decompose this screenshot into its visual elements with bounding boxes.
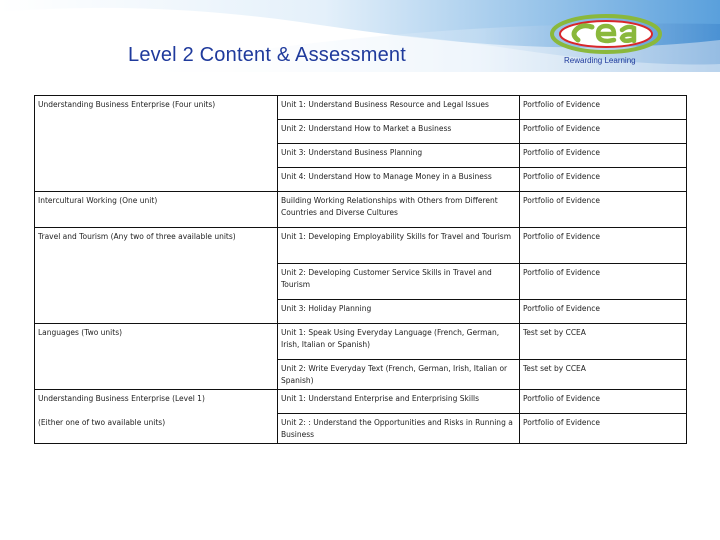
table-row (35, 96, 687, 120)
unit-cell: Unit 1: Developing Employability Skills for Travel and Tourism (278, 228, 520, 264)
table-body (35, 96, 687, 444)
assessment-cell: Portfolio of Evidence (520, 144, 687, 168)
assessment-cell: Portfolio of Evidence (520, 96, 687, 120)
table-row (35, 390, 687, 414)
category-cell: Intercultural Working (One unit) (35, 192, 278, 228)
table-row (35, 264, 687, 300)
assessment-cell: Portfolio of Evidence (520, 120, 687, 144)
unit-cell: Unit 1: Understand Business Resource and Legal Issues (278, 96, 520, 120)
assessment-cell: Portfolio of Evidence (520, 414, 687, 444)
content-assessment-table (34, 95, 687, 444)
category-cell (35, 360, 278, 390)
unit-cell: Unit 4: Understand How to Manage Money in a Business (278, 168, 520, 192)
unit-cell: Unit 2: Write Everyday Text (French, German, Irish, Italian or Spanish) (278, 360, 520, 390)
logo-tagline: Rewarding Learning (564, 56, 636, 65)
category-cell (35, 144, 278, 168)
category-cell: Travel and Tourism (Any two of three available units) (35, 228, 278, 264)
category-cell (35, 264, 278, 300)
assessment-cell: Test set by CCEA (520, 324, 687, 360)
table-row (35, 360, 687, 390)
table-row (35, 300, 687, 324)
unit-cell: Unit 3: Understand Business Planning (278, 144, 520, 168)
assessment-cell: Portfolio of Evidence (520, 168, 687, 192)
table-row (35, 228, 687, 264)
category-cell: Understanding Business Enterprise (Level 1) (35, 390, 278, 414)
category-cell (35, 120, 278, 144)
table-row (35, 120, 687, 144)
unit-cell: Unit 1: Speak Using Everyday Language (French, German, Irish, Italian or Spanish) (278, 324, 520, 360)
category-cell (35, 300, 278, 324)
category-cell: Languages (Two units) (35, 324, 278, 360)
category-cell: (Either one of two available units) (35, 414, 278, 444)
assessment-cell: Test set by CCEA (520, 360, 687, 390)
table-row (35, 414, 687, 444)
unit-cell: Unit 2: : Understand the Opportunities and Risks in Running a Business (278, 414, 520, 444)
unit-cell: Building Working Relationships with Others from Different Countries and Diverse Cultures (278, 192, 520, 228)
table-row (35, 168, 687, 192)
table-row (35, 144, 687, 168)
unit-cell: Unit 1: Understand Enterprise and Enterprising Skills (278, 390, 520, 414)
assessment-cell: Portfolio of Evidence (520, 264, 687, 300)
unit-cell: Unit 3: Holiday Planning (278, 300, 520, 324)
category-cell: Understanding Business Enterprise (Four units) (35, 96, 278, 120)
table-row (35, 324, 687, 360)
assessment-cell: Portfolio of Evidence (520, 300, 687, 324)
assessment-cell: Portfolio of Evidence (520, 390, 687, 414)
ccea-logo (548, 10, 668, 70)
page-title: Level 2 Content & Assessment (128, 44, 406, 66)
table-row (35, 192, 687, 228)
assessment-cell: Portfolio of Evidence (520, 192, 687, 228)
category-cell (35, 168, 278, 192)
unit-cell: Unit 2: Understand How to Market a Business (278, 120, 520, 144)
unit-cell: Unit 2: Developing Customer Service Skills in Travel and Tourism (278, 264, 520, 300)
assessment-cell: Portfolio of Evidence (520, 228, 687, 264)
